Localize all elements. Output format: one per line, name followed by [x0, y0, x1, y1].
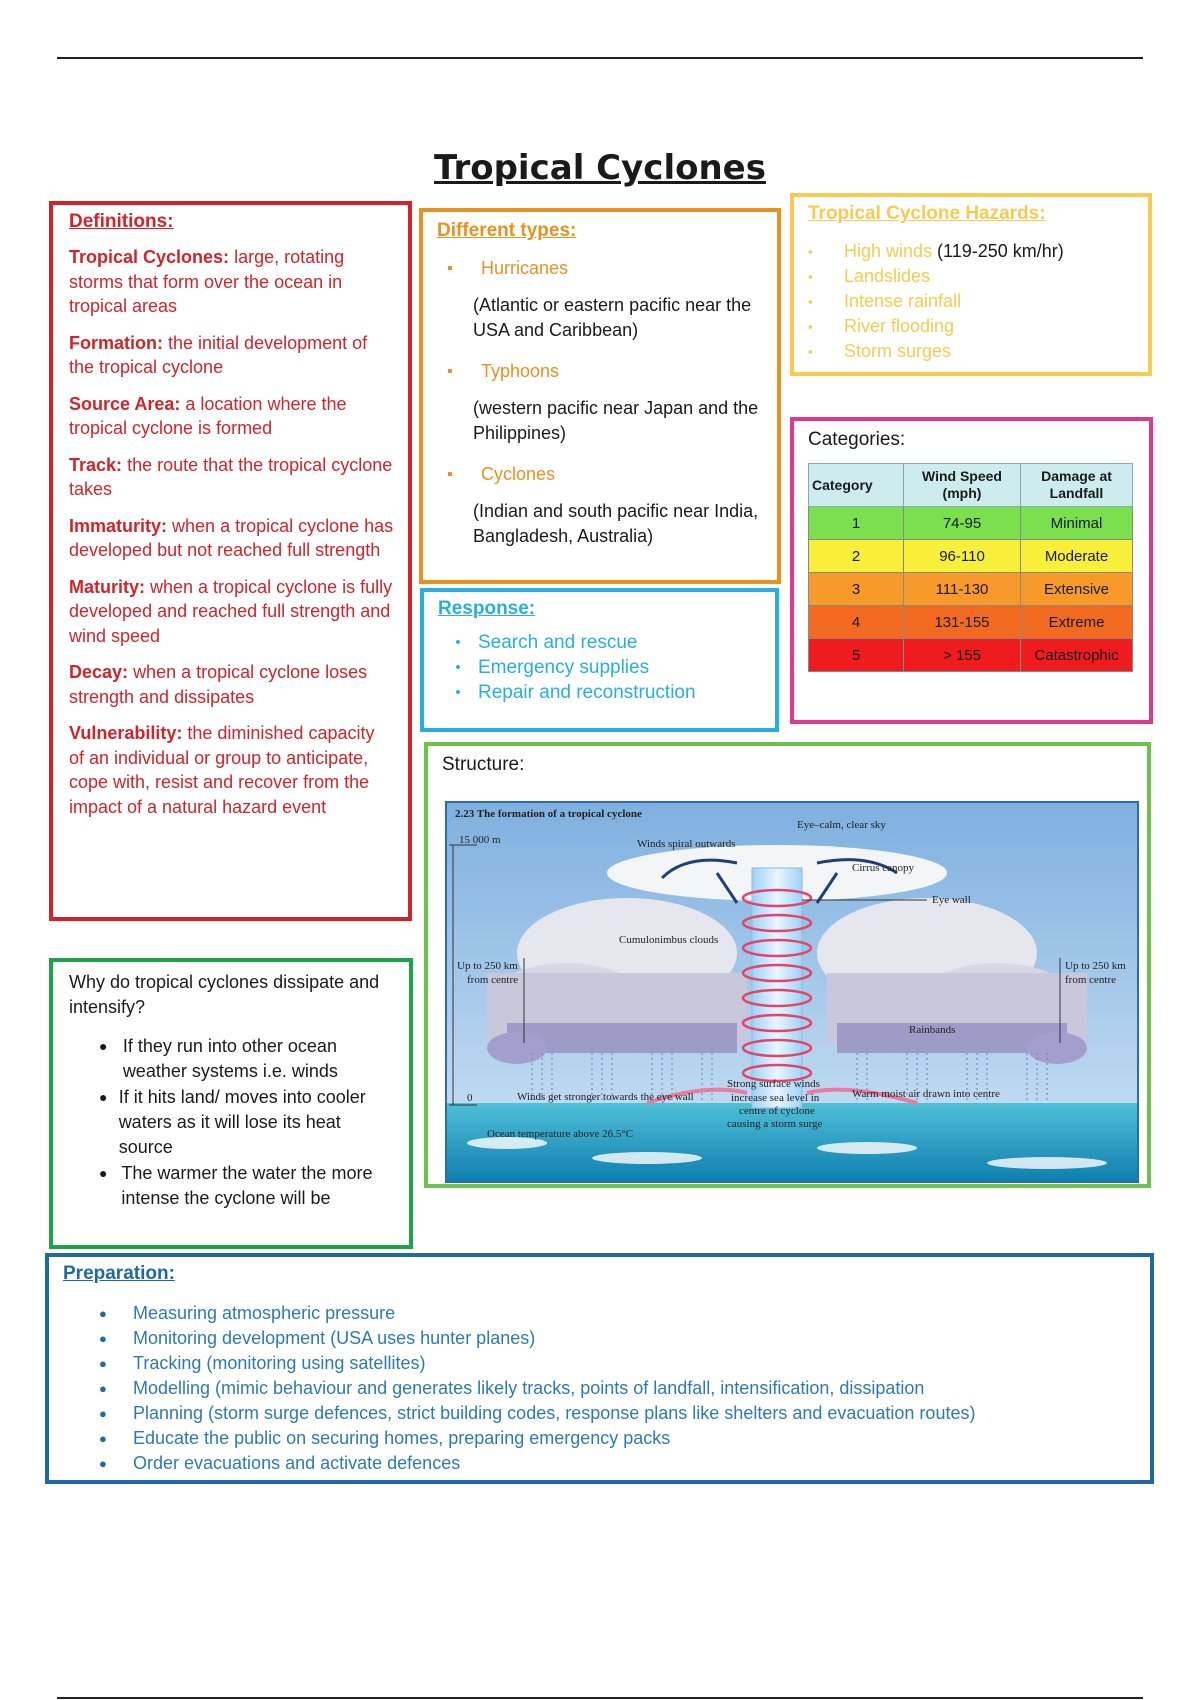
surface-winds-label-3: centre of cyclone	[739, 1105, 815, 1117]
type-description: (Indian and south pacific near India, Bangladesh, Australia)	[473, 501, 759, 546]
top-rule	[57, 57, 1143, 59]
eye-wall-label: Eye wall	[932, 894, 971, 906]
category-cell: 4	[809, 606, 904, 639]
bullet-icon: ▪	[447, 465, 453, 483]
bullet-icon: ●	[99, 1331, 107, 1346]
response-label: Emergency supplies	[478, 657, 650, 678]
bullet-icon: ▪	[808, 344, 813, 359]
page-title: Tropical Cyclones	[434, 148, 766, 188]
category-cell: 1	[809, 507, 904, 540]
definition-item	[69, 331, 394, 380]
ocean-temp-label: Ocean temperature above 26.5°C	[487, 1128, 634, 1140]
definition-text: large, rotating storms that form over the ocean in tropical areas	[69, 247, 345, 316]
definition-text: a location where the tropical cyclone is formed	[69, 393, 347, 438]
bullet-icon: ▪	[808, 244, 813, 259]
hazard-label: High winds	[844, 241, 933, 261]
why-question: Why do tropical cyclones dissipate and intensify?	[69, 972, 380, 1017]
bullet-icon: ▪	[808, 269, 813, 284]
preparation-item	[63, 1351, 1136, 1376]
damage-cell: Extensive	[1021, 573, 1133, 606]
definition-text: the initial development of the tropical cyclone	[69, 332, 368, 377]
bottom-rule	[57, 1697, 1143, 1699]
bullet-icon: ▪	[447, 259, 453, 277]
definition-item	[69, 660, 394, 709]
cumulonimbus-label: Cumulonimbus clouds	[619, 934, 719, 946]
definition-item	[69, 245, 394, 319]
categories-heading: Categories:	[808, 429, 906, 450]
warm-air-label: Warm moist air drawn into centre	[852, 1088, 1000, 1100]
hazard-item	[808, 339, 1136, 364]
zero-label: 0	[467, 1092, 473, 1104]
wind-speed-cell: > 155	[904, 639, 1021, 672]
definitions-box	[49, 201, 412, 921]
definition-text: the diminished capacity of an individual or group to anticipate, cope with, resist and recover from the impact of a natural hazard event	[69, 723, 375, 817]
damage-cell: Minimal	[1021, 507, 1133, 540]
wind-speed-cell: 74-95	[904, 507, 1021, 540]
structure-heading: Structure:	[442, 754, 525, 775]
response-label: Search and rescue	[478, 632, 638, 653]
table-row	[809, 540, 1133, 573]
definition-term: Track:	[69, 454, 123, 475]
structure-box	[424, 742, 1151, 1188]
right-extent-label-1: Up to 250 km	[1065, 960, 1126, 972]
definition-item	[69, 514, 394, 563]
hazard-item	[808, 289, 1136, 314]
bullet-icon: ●	[99, 1431, 107, 1446]
hazard-label: River flooding	[844, 316, 955, 336]
hazard-item	[808, 239, 1136, 264]
damage-cell: Moderate	[1021, 540, 1133, 573]
type-description: (western pacific near Japan and the Philippines)	[473, 398, 759, 443]
hazards-heading: Tropical Cyclone Hazards:	[808, 203, 1046, 224]
hazard-extra: (119-250 km/hr)	[937, 241, 1064, 261]
winds-out-label: Winds spiral outwards	[637, 838, 736, 850]
right-extent-label-2: from centre	[1065, 974, 1116, 986]
definition-text: the route that the tropical cyclone takes	[69, 454, 393, 499]
hazard-item	[808, 264, 1136, 289]
damage-cell: Catastrophic	[1021, 639, 1133, 672]
why-item	[69, 1034, 395, 1084]
preparation-item	[63, 1426, 1136, 1451]
type-name-label: Typhoons	[481, 361, 560, 381]
response-label: Repair and reconstruction	[478, 682, 696, 703]
bullet-icon: ●	[99, 1381, 107, 1396]
response-item	[438, 655, 761, 680]
category-cell: 2	[809, 540, 904, 573]
surface-winds-label-4: causing a storm surge	[727, 1118, 823, 1130]
winds-stronger-label: Winds get stronger towards the eye wall	[517, 1091, 694, 1103]
response-item	[438, 680, 761, 705]
cirrus-label: Cirrus canopy	[852, 862, 915, 874]
bullet-icon: ●	[99, 1089, 108, 1105]
table-row	[809, 606, 1133, 639]
preparation-item	[63, 1401, 1136, 1426]
diagram-title: 2.23 The formation of a tropical cyclone	[455, 808, 642, 820]
definition-item	[69, 575, 394, 649]
response-item	[438, 630, 761, 655]
category-cell: 5	[809, 639, 904, 672]
cyclone-structure-diagram	[445, 801, 1139, 1183]
preparation-heading: Preparation:	[63, 1263, 175, 1284]
left-extent-label-1: Up to 250 km	[457, 960, 518, 972]
why-label: The warmer the water the more intense the cyclone will be	[121, 1163, 373, 1208]
height-label: 15 000 m	[459, 834, 501, 846]
column-header: Damage at Landfall	[1021, 464, 1133, 507]
bullet-icon: ●	[99, 1406, 107, 1421]
definition-term: Formation:	[69, 332, 163, 353]
preparation-label: Monitoring development (USA uses hunter planes)	[133, 1328, 536, 1348]
why-item	[69, 1085, 395, 1160]
definition-text: when a tropical cyclone loses strength and dissipates	[69, 662, 368, 707]
bullet-icon: ●	[99, 1306, 107, 1321]
bullet-icon: ●	[99, 1456, 107, 1471]
preparation-item	[63, 1326, 1136, 1351]
table-row	[809, 507, 1133, 540]
preparation-item	[63, 1451, 1136, 1476]
types-heading: Different types:	[437, 220, 577, 241]
response-heading: Response:	[438, 598, 536, 619]
type-name-label: Hurricanes	[481, 258, 569, 278]
preparation-box	[45, 1253, 1154, 1484]
wind-speed-cell: 96-110	[904, 540, 1021, 573]
type-description: (Atlantic or eastern pacific near the USA and Caribbean)	[473, 295, 752, 340]
definition-term: Vulnerability:	[69, 723, 183, 743]
surface-winds-label-1: Strong surface winds	[727, 1078, 820, 1090]
definition-term: Maturity:	[69, 576, 145, 597]
type-name-label: Cyclones	[481, 464, 556, 484]
table-row	[809, 573, 1133, 606]
definition-term: Tropical Cyclones:	[69, 247, 230, 267]
preparation-label: Order evacuations and activate defences	[133, 1453, 461, 1473]
definition-term: Decay:	[69, 662, 129, 682]
eye-label: Eye–calm, clear sky	[797, 819, 886, 831]
preparation-label: Educate the public on securing homes, preparing emergency packs	[133, 1428, 671, 1448]
hazard-item	[808, 314, 1136, 339]
bullet-icon: •	[455, 659, 461, 676]
categories-box	[790, 417, 1153, 724]
definition-term: Immaturity:	[69, 515, 168, 536]
definition-item	[69, 392, 394, 441]
preparation-label: Planning (storm surge defences, strict building codes, response plans like shelters and evacuation routes)	[133, 1403, 976, 1423]
definition-item	[69, 721, 394, 819]
bullet-icon: ●	[99, 1165, 108, 1181]
preparation-label: Modelling (mimic behaviour and generates likely tracks, points of landfall, intensification, dissipation	[133, 1378, 925, 1398]
bullet-icon: ▪	[447, 362, 453, 380]
preparation-item	[63, 1376, 1136, 1401]
definition-text: when a tropical cyclone is fully developed and reached full strength and wind speed	[69, 576, 393, 646]
definition-text: when a tropical cyclone has developed but not reached full strength	[69, 515, 394, 560]
bullet-icon: ●	[99, 1038, 108, 1054]
types-box	[419, 208, 781, 584]
bullet-icon: ▪	[808, 294, 813, 309]
why-label: If it hits land/ moves into cooler waters as it will lose its heat source	[118, 1087, 366, 1157]
why-box	[49, 958, 413, 1249]
response-box	[420, 588, 779, 732]
why-label: If they run into other ocean weather systems i.e. winds	[122, 1036, 338, 1081]
column-header: Wind Speed (mph)	[904, 464, 1021, 507]
rainbands-label: Rainbands	[909, 1024, 956, 1036]
bullet-icon: ●	[99, 1356, 107, 1371]
wind-speed-cell: 111-130	[904, 573, 1021, 606]
type-item	[447, 258, 765, 279]
surface-winds-label-2: increase sea level in	[731, 1092, 820, 1104]
hazard-label: Intense rainfall	[844, 291, 962, 311]
column-header: Category	[809, 464, 904, 507]
type-item	[447, 464, 765, 485]
definitions-heading: Definitions:	[69, 211, 174, 232]
left-extent-label-2: from centre	[467, 974, 518, 986]
bullet-icon: ▪	[808, 319, 813, 334]
damage-cell: Extreme	[1021, 606, 1133, 639]
bullet-icon: •	[455, 684, 461, 701]
why-item	[69, 1161, 395, 1211]
type-item	[447, 361, 765, 382]
definition-item	[69, 453, 394, 502]
categories-table	[808, 463, 1133, 672]
definition-term: Source Area:	[69, 393, 181, 414]
preparation-label: Tracking (monitoring using satellites)	[133, 1353, 426, 1373]
hazards-box	[790, 193, 1152, 376]
hazard-label: Landslides	[844, 266, 931, 286]
bullet-icon: •	[455, 634, 461, 651]
table-row	[809, 639, 1133, 672]
wind-speed-cell: 131-155	[904, 606, 1021, 639]
preparation-item	[63, 1301, 1136, 1326]
preparation-label: Measuring atmospheric pressure	[133, 1303, 396, 1323]
hazard-label: Storm surges	[844, 341, 952, 361]
category-cell: 3	[809, 573, 904, 606]
